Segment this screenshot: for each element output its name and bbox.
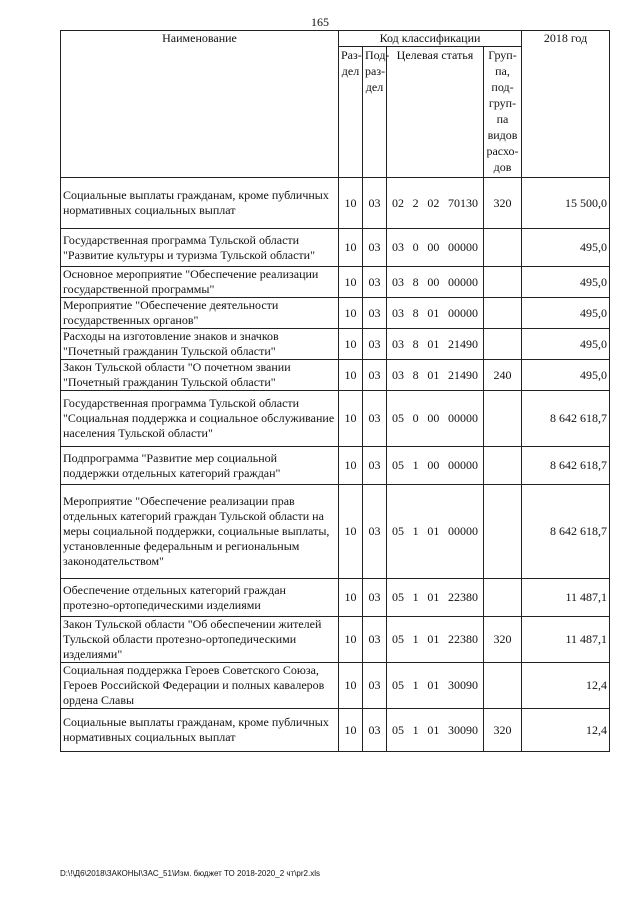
target-subprogram: 8 (412, 305, 419, 320)
row-amount: 8 642 618,7 (522, 391, 610, 447)
target-direction: 00000 (447, 458, 478, 472)
row-expense-group (484, 485, 522, 579)
row-amount: 12,4 (522, 663, 610, 709)
target-program: 03 (392, 274, 404, 289)
row-expense-group (484, 267, 522, 298)
header-year-2018: 2018 год (522, 31, 610, 178)
row-name: Социальные выплаты гражданам, кроме публичных нормативных социальных выплат (61, 709, 339, 752)
target-program: 03 (392, 305, 404, 320)
row-expense-group (484, 329, 522, 360)
row-expense-group (484, 229, 522, 267)
header-razdel (339, 47, 363, 178)
target-subprogram: 1 (412, 678, 419, 692)
table-row (61, 709, 610, 752)
row-amount: 8 642 618,7 (522, 447, 610, 485)
row-amount: 12,4 (522, 709, 610, 752)
target-program: 05 (392, 524, 404, 538)
row-name: Подпрограмма "Развитие мер социальной поддержки отдельных категорий граждан" (61, 447, 339, 485)
row-target-article (387, 579, 484, 617)
header-podrazdel (363, 47, 390, 178)
row-target-article (387, 329, 484, 360)
row-amount: 11 487,1 (522, 617, 610, 663)
table-row (61, 663, 610, 709)
header-razdel-line: Раз- (341, 48, 362, 62)
header-group-line: груп- (488, 96, 517, 110)
target-subprogram: 1 (412, 722, 419, 737)
target-program: 05 (392, 722, 404, 737)
table-row (61, 485, 610, 579)
row-razdel: 10 (339, 485, 363, 579)
target-event: 01 (427, 678, 440, 692)
row-podrazdel: 03 (363, 485, 387, 579)
row-podrazdel: 03 (363, 360, 387, 391)
row-name: Мероприятие "Обеспечение реализации прав отдельных категорий граждан Тульской области на меры социальной поддержки, социальные выплаты, установленные федеральным и региональным законодательством" (61, 485, 339, 579)
row-target-article (387, 709, 484, 752)
row-amount: 495,0 (522, 329, 610, 360)
target-direction: 30090 (447, 678, 478, 692)
row-target-article (387, 267, 484, 298)
row-razdel: 10 (339, 447, 363, 485)
target-program: 05 (392, 678, 404, 692)
table-row (61, 267, 610, 298)
budget-table (60, 30, 610, 752)
target-event: 01 (427, 632, 440, 646)
row-amount: 15 500,0 (522, 178, 610, 229)
header-target-line: Целевая статья (396, 48, 474, 62)
target-event: 00 (427, 240, 440, 254)
table-row (61, 579, 610, 617)
table-row (61, 617, 610, 663)
row-razdel: 10 (339, 229, 363, 267)
target-program: 03 (392, 336, 404, 351)
header-podrazdel-line: раз- (365, 64, 386, 78)
header-podrazdel-line: Под- (365, 48, 390, 62)
row-podrazdel: 03 (363, 579, 387, 617)
row-target-article (387, 447, 484, 485)
table-row (61, 391, 610, 447)
row-razdel: 10 (339, 579, 363, 617)
row-name: Основное мероприятие "Обеспечение реализации государственной программы" (61, 267, 339, 298)
row-amount: 495,0 (522, 267, 610, 298)
target-event: 01 (427, 722, 440, 737)
target-subprogram: 1 (412, 524, 419, 538)
table-row (61, 329, 610, 360)
row-name: Закон Тульской области "Об обеспечении жителей Тульской области протезно-ортопедическими изделиями" (61, 617, 339, 663)
row-podrazdel: 03 (363, 178, 387, 229)
table-row (61, 298, 610, 329)
target-direction: 21490 (447, 367, 478, 382)
header-expense-group (484, 47, 522, 178)
row-name: Расходы на изготовление знаков и значков "Почетный гражданин Тульской области" (61, 329, 339, 360)
row-amount: 495,0 (522, 360, 610, 391)
target-direction: 22380 (447, 632, 478, 646)
row-razdel: 10 (339, 360, 363, 391)
target-direction: 00000 (447, 240, 478, 254)
target-direction: 30090 (447, 722, 478, 737)
target-direction: 00000 (447, 274, 478, 289)
row-podrazdel: 03 (363, 617, 387, 663)
target-direction: 70130 (447, 195, 478, 210)
target-program: 05 (392, 632, 404, 646)
row-podrazdel: 03 (363, 663, 387, 709)
row-expense-group: 240 (484, 360, 522, 391)
row-razdel: 10 (339, 617, 363, 663)
row-name: Социальная поддержка Героев Советского Союза, Героев Российской Федерации и полных кавалеров ордена Славы (61, 663, 339, 709)
header-group-line: под- (491, 80, 514, 94)
row-razdel: 10 (339, 391, 363, 447)
target-event: 01 (427, 336, 440, 351)
row-name: Закон Тульской области "О почетном звании "Почетный гражданин Тульской области" (61, 360, 339, 391)
row-expense-group (484, 663, 522, 709)
target-subprogram: 2 (412, 195, 419, 210)
target-subprogram: 1 (412, 590, 419, 604)
row-name: Государственная программа Тульской области "Развитие культуры и туризма Тульской области" (61, 229, 339, 267)
header-target-article (387, 47, 484, 178)
row-expense-group (484, 447, 522, 485)
header-group-line: дов (493, 160, 512, 174)
table-row (61, 178, 610, 229)
target-program: 05 (392, 411, 404, 425)
target-subprogram: 1 (412, 458, 419, 472)
target-subprogram: 8 (412, 336, 419, 351)
target-program: 03 (392, 367, 404, 382)
target-direction: 00000 (447, 524, 478, 538)
target-direction: 22380 (447, 590, 478, 604)
header-group-line: па (496, 112, 509, 126)
row-target-article (387, 360, 484, 391)
row-name: Государственная программа Тульской области "Социальная поддержка и социальное обслуживание населения Тульской области" (61, 391, 339, 447)
row-target-article (387, 178, 484, 229)
table-row (61, 229, 610, 267)
target-event: 00 (427, 411, 440, 425)
row-expense-group: 320 (484, 617, 522, 663)
table-row (61, 360, 610, 391)
target-direction: 00000 (447, 305, 478, 320)
row-amount: 11 487,1 (522, 579, 610, 617)
target-subprogram: 0 (412, 240, 419, 254)
row-podrazdel: 03 (363, 329, 387, 360)
header-group-line: видов (487, 128, 518, 142)
target-event: 02 (427, 195, 440, 210)
row-expense-group: 320 (484, 178, 522, 229)
row-target-article (387, 663, 484, 709)
target-event: 00 (427, 274, 440, 289)
row-expense-group (484, 579, 522, 617)
header-row-top (61, 31, 610, 47)
target-event: 00 (427, 458, 440, 472)
row-expense-group (484, 391, 522, 447)
header-classification-code: Код классификации (339, 31, 522, 47)
target-subprogram: 1 (412, 632, 419, 646)
row-podrazdel: 03 (363, 709, 387, 752)
header-group-line: Груп- (488, 48, 517, 62)
target-subprogram: 8 (412, 367, 419, 382)
target-direction: 00000 (447, 411, 478, 425)
target-event: 01 (427, 524, 440, 538)
row-target-article (387, 391, 484, 447)
target-subprogram: 8 (412, 274, 419, 289)
row-podrazdel: 03 (363, 267, 387, 298)
page-number: 165 (311, 15, 329, 29)
row-podrazdel: 03 (363, 391, 387, 447)
row-amount: 8 642 618,7 (522, 485, 610, 579)
row-razdel: 10 (339, 663, 363, 709)
row-podrazdel: 03 (363, 447, 387, 485)
row-target-article (387, 485, 484, 579)
row-razdel: 10 (339, 178, 363, 229)
target-direction: 21490 (447, 336, 478, 351)
row-target-article (387, 229, 484, 267)
table-body (61, 178, 610, 752)
row-name: Социальные выплаты гражданам, кроме публичных нормативных социальных выплат (61, 178, 339, 229)
row-razdel: 10 (339, 298, 363, 329)
target-event: 01 (427, 367, 440, 382)
row-razdel: 10 (339, 329, 363, 360)
row-target-article (387, 617, 484, 663)
target-subprogram: 0 (412, 411, 419, 425)
row-amount: 495,0 (522, 298, 610, 329)
row-expense-group: 320 (484, 709, 522, 752)
target-program: 03 (392, 240, 404, 254)
row-name: Обеспечение отдельных категорий граждан протезно-ортопедическими изделиями (61, 579, 339, 617)
header-razdel-line: дел (341, 64, 360, 78)
row-target-article (387, 298, 484, 329)
row-expense-group (484, 298, 522, 329)
row-razdel: 10 (339, 709, 363, 752)
target-program: 02 (392, 195, 404, 210)
header-group-line: расхо- (486, 144, 519, 158)
target-program: 05 (392, 590, 404, 604)
target-program: 05 (392, 458, 404, 472)
header-podrazdel-line: дел (365, 80, 384, 94)
row-podrazdel: 03 (363, 229, 387, 267)
row-podrazdel: 03 (363, 298, 387, 329)
target-event: 01 (427, 590, 440, 604)
target-event: 01 (427, 305, 440, 320)
row-name: Мероприятие "Обеспечение деятельности государственных органов" (61, 298, 339, 329)
header-group-line: па, (495, 64, 510, 78)
table-row (61, 447, 610, 485)
file-path-footer: D:\!\Д6\2018\ЗАКОНЫ\ЗАС_51\Изм. бюджет ТО 2018-2020_2 чт\pr2.xls (60, 869, 320, 878)
row-amount: 495,0 (522, 229, 610, 267)
row-razdel: 10 (339, 267, 363, 298)
header-name: Наименование (61, 31, 339, 178)
